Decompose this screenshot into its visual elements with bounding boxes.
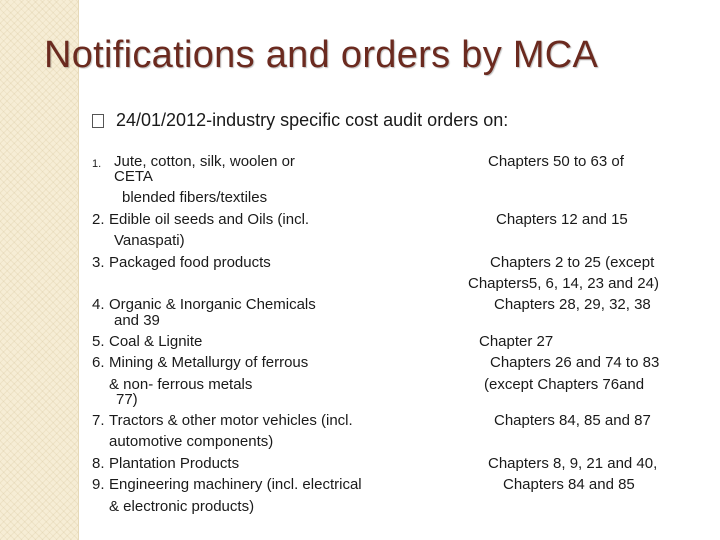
item-chapters: Chapter 27 [479, 333, 554, 350]
item-number: 4. [92, 296, 105, 313]
item-number: 9. [92, 476, 105, 493]
item-number: 8. [92, 455, 105, 472]
item-number: 3. [92, 254, 105, 271]
item-chapters: Chapters 28, 29, 32, 38 [494, 296, 651, 313]
item-chapters: Chapters 12 and 15 [496, 211, 628, 228]
item-line: CETA [114, 168, 153, 185]
item-line: Organic & Inorganic Chemicals [109, 296, 316, 313]
side-divider [78, 0, 79, 540]
item-line: 77) [116, 391, 138, 408]
item-line: Mining & Metallurgy of ferrous [109, 354, 309, 371]
item-chapters: Chapters 84, 85 and 87 [494, 412, 651, 429]
item-chapters: Chapters 26 and 74 to 83 [490, 354, 660, 371]
item-number: 2. [92, 211, 105, 228]
item-line: Plantation Products [109, 455, 240, 472]
item-line: automotive components) [109, 433, 274, 450]
item-line: Vanaspati) [114, 232, 185, 249]
item-number: 6. [92, 354, 105, 371]
item-line: & non- ferrous metals [109, 376, 253, 393]
item-chapters: Chapters 50 to 63 of [488, 153, 624, 170]
item-line: Packaged food products [109, 254, 271, 271]
slide-title: Notifications and orders by MCA [44, 34, 599, 76]
item-chapters: Chapters 8, 9, 21 and 40, [488, 455, 658, 472]
decorative-side-strip [0, 0, 78, 540]
item-line: Edible oil seeds and Oils (incl. [109, 211, 310, 228]
item-line: Coal & Lignite [109, 333, 203, 350]
item-line: Jute, cotton, silk, woolen or [114, 153, 295, 170]
bullet-box-icon [92, 114, 104, 128]
item-line: and 39 [114, 312, 160, 329]
item-line: Tractors & other motor vehicles (incl. [109, 412, 353, 429]
item-number: 5. [92, 333, 105, 350]
item-number: 1. [92, 158, 102, 170]
item-line: Engineering machinery (incl. electrical [109, 476, 362, 493]
item-chapters: Chapters5, 6, 14, 23 and 24) [468, 275, 659, 292]
headline-text: 24/01/2012-industry specific cost audit orders on: [116, 110, 509, 130]
item-line: blended fibers/textiles [122, 189, 268, 206]
item-chapters: Chapters 2 to 25 (except [490, 254, 655, 271]
headline [92, 110, 508, 131]
item-chapters: (except Chapters 76and [484, 376, 645, 393]
item-chapters: Chapters 84 and 85 [503, 476, 635, 493]
item-number: 7. [92, 412, 105, 429]
item-line: & electronic products) [109, 498, 255, 515]
